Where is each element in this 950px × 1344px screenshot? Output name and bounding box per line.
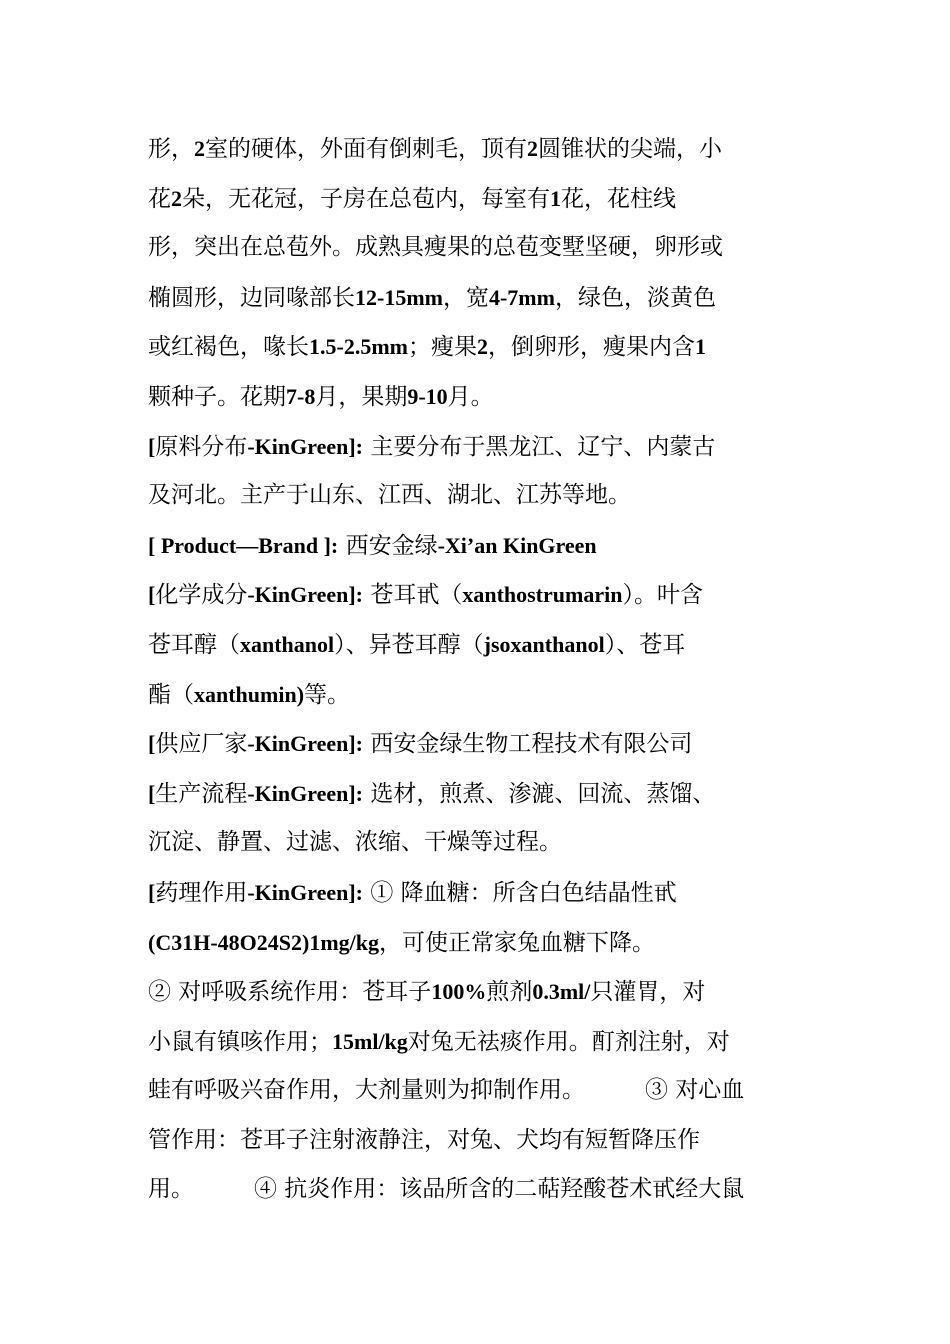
text-run: 用。 xyxy=(148,1176,194,1203)
bold-text-run: jsoxanthanol xyxy=(483,631,605,657)
text-line xyxy=(148,1165,808,1215)
text-line xyxy=(148,620,808,670)
text-run: 化学成分 xyxy=(155,582,248,609)
text-run: 月。 xyxy=(447,383,494,410)
text-line xyxy=(148,223,808,273)
text-line xyxy=(148,422,808,472)
bold-text-run: 2 xyxy=(527,136,538,161)
text-run: ④ 抗炎作用：该品所含的二萜羟酸苍术甙经大鼠 xyxy=(254,1176,745,1203)
document-body xyxy=(148,124,808,1215)
text-run: 及河北。主产于山东、江西、湖北、江苏等地。 xyxy=(148,482,631,509)
text-run: ）、苍耳 xyxy=(604,631,686,658)
bold-text-run: 0.3ml/ xyxy=(532,979,591,1005)
text-run: 椭圆形，边同喙部长 xyxy=(148,284,355,311)
text-run: ③ 对心血 xyxy=(645,1077,745,1104)
text-run: 主要分布于黑龙江、辽宁、内蒙古 xyxy=(363,433,716,460)
text-run: ）。叶含 xyxy=(622,582,703,609)
text-run: 药理作用 xyxy=(155,879,248,906)
bold-text-run: 2 xyxy=(476,334,488,360)
bold-text-run: -KinGreen]: xyxy=(247,582,364,608)
bold-text-run: 1 xyxy=(550,185,561,211)
text-run: 小鼠有镇咳作用； xyxy=(148,1028,332,1055)
text-line xyxy=(148,1017,808,1067)
text-run: 对兔无祛痰作用。酊剂注射，对 xyxy=(407,1028,730,1055)
bold-text-run: 9-10 xyxy=(407,383,448,409)
bold-text-run: xanthanol xyxy=(240,631,335,657)
text-run: ，绿色，淡黄色 xyxy=(554,284,716,311)
text-line xyxy=(148,174,808,224)
text-line xyxy=(148,670,808,720)
text-run: 形， xyxy=(148,136,194,162)
text-line xyxy=(148,273,808,323)
bold-text-run: [ xyxy=(148,582,156,608)
text-run: ）、异苍耳醇（ xyxy=(334,631,484,658)
text-line xyxy=(148,818,808,868)
text-line xyxy=(148,1116,808,1166)
bold-text-run: -KinGreen]: xyxy=(247,433,364,459)
text-line xyxy=(148,967,808,1017)
bold-text-run: 12-15mm xyxy=(355,284,443,310)
text-run: 颗种子。花期 xyxy=(148,383,286,410)
text-line xyxy=(148,1066,808,1116)
text-run: 室的硬体，外面有倒刺毛，顶有 xyxy=(205,136,527,162)
text-line xyxy=(148,124,808,174)
text-line xyxy=(148,521,808,571)
bold-text-run: -KinGreen]: xyxy=(247,780,364,806)
text-run: 管作用：苍耳子注射液静注，对兔、犬均有短暂降压作 xyxy=(148,1126,700,1153)
text-run: ，可使正常家兔血糖下降。 xyxy=(379,929,655,956)
bold-text-run: [ xyxy=(148,780,156,806)
text-run: ；瘦果 xyxy=(407,334,477,361)
text-line xyxy=(148,868,808,918)
text-run: 朵，无花冠，子房在总苞内，每室有 xyxy=(182,185,550,212)
text-run: ② 对呼吸系统作用：苍耳子 xyxy=(148,979,432,1006)
text-line xyxy=(148,471,808,521)
bold-text-run: [ xyxy=(148,731,156,757)
bold-text-run: 1.5-2.5mm xyxy=(309,334,408,360)
bold-text-run: [ xyxy=(148,433,156,459)
text-line xyxy=(148,719,808,769)
text-run: 西安金绿生物工程技术有限公司 xyxy=(363,731,693,758)
text-run: 酯（ xyxy=(148,681,194,708)
bold-text-run: 1 xyxy=(694,334,706,360)
bold-text-run: xanthumin) xyxy=(194,681,305,707)
bold-text-run: xanthostrumarin xyxy=(462,582,623,608)
bold-text-run: -KinGreen]: xyxy=(247,879,364,905)
bold-text-run: 2 xyxy=(171,185,182,211)
text-run: 花 xyxy=(148,185,171,212)
text-line xyxy=(148,322,808,372)
bold-text-run: [ Product—Brand ]: xyxy=(148,532,339,558)
text-line xyxy=(148,769,808,819)
text-run: 煎剂 xyxy=(486,979,533,1006)
bold-text-run: 2 xyxy=(194,136,205,161)
text-run: 苍耳甙（ xyxy=(363,582,463,609)
text-line xyxy=(148,570,808,620)
text-run: 供应厂家 xyxy=(155,731,248,758)
text-run: 只灌胃，对 xyxy=(590,979,706,1006)
text-run: 蛙有呼吸兴奋作用，大剂量则为抑制作用。 xyxy=(148,1077,585,1104)
bold-text-run: 15ml/kg xyxy=(332,1028,408,1054)
bold-text-run: (C31H-48O24S2)1mg/kg xyxy=(148,929,379,955)
text-run: 花，花柱线 xyxy=(561,185,676,212)
bold-text-run: 7-8 xyxy=(286,383,316,409)
text-run: 选材，煎煮、渗漉、回流、蒸馏、 xyxy=(363,780,716,807)
text-run: 苍耳醇（ xyxy=(148,631,240,658)
text-run: 原料分布 xyxy=(155,433,248,460)
text-run: 圆锥状的尖端，小 xyxy=(538,136,722,162)
text-run: 生产流程 xyxy=(155,780,248,807)
bold-text-run: -Xi’an KinGreen xyxy=(437,532,597,558)
text-run: ，倒卵形，瘦果内含 xyxy=(487,334,695,361)
bold-text-run: 100% xyxy=(431,979,487,1005)
bold-text-run: -KinGreen]: xyxy=(247,731,364,757)
text-run: 沉淀、静置、过滤、浓缩、干燥等过程。 xyxy=(148,829,562,856)
text-run: ，宽 xyxy=(442,284,489,311)
text-run: 形，突出在总苞外。成熟具瘦果的总苞变墅坚硬，卵形或 xyxy=(148,234,723,261)
text-run: ① 降血糖：所含白色结晶性甙 xyxy=(363,879,677,906)
text-run: 西安金绿 xyxy=(338,532,438,559)
text-line xyxy=(148,372,808,422)
bold-text-run: 4-7mm xyxy=(488,284,555,310)
text-run: 等。 xyxy=(304,681,351,708)
text-run: 或红褐色，喙长 xyxy=(148,334,309,361)
bold-text-run: [ xyxy=(148,879,156,905)
text-run: 月，果期 xyxy=(315,383,408,410)
text-line xyxy=(148,918,808,968)
